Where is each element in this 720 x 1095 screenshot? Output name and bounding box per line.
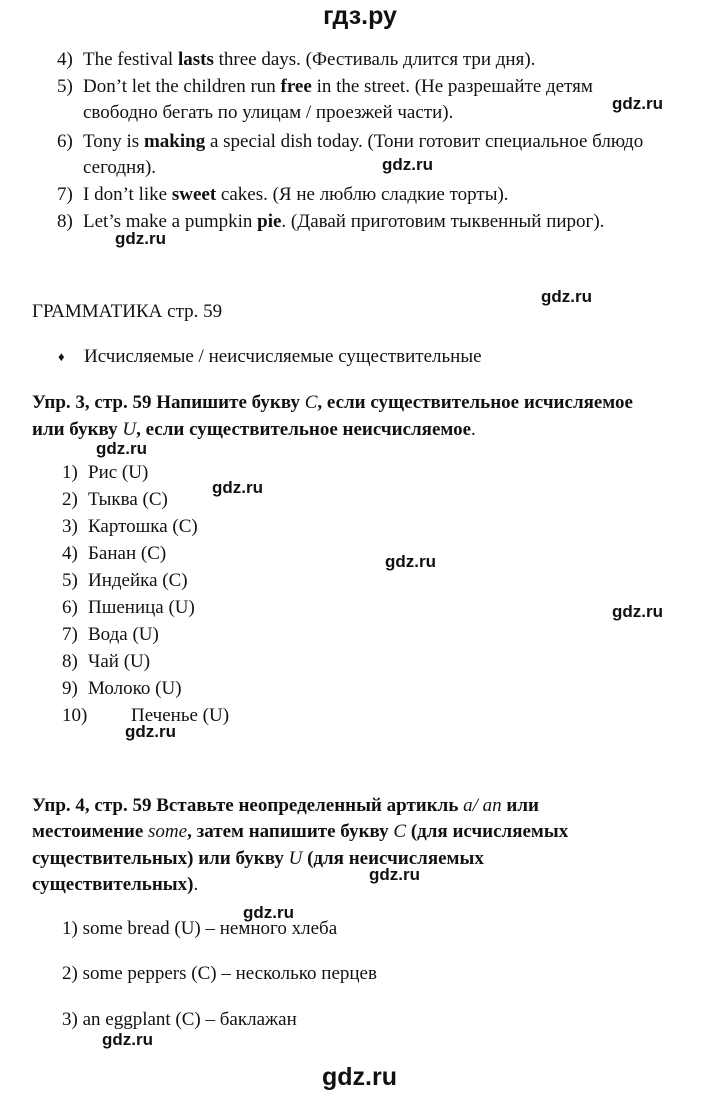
- grammar-bullet-item: ♦ Исчисляемые / неисчисляемые существительные: [58, 344, 482, 370]
- sentence-5: 5) Don’t let the children run free in the street. (Не разрешайте детям: [57, 76, 593, 97]
- ex3-item-2: 2) Тыква (C): [62, 489, 168, 510]
- ex3-instruction-line1: Упр. 3, стр. 59 Напишите букву C, если существительное исчисляемое: [32, 392, 633, 413]
- sentence-8: 8) Let’s make a pumpkin pie. (Давай приготовим тыквенный пирог).: [57, 211, 605, 232]
- ex4-instruction-line2: местоимение some, затем напишите букву C (для исчисляемых: [32, 821, 569, 842]
- diamond-bullet-icon: ♦: [58, 349, 65, 364]
- watermark: gdz.ru: [243, 903, 294, 922]
- ex3-item-6: 6) Пшеница (U): [62, 597, 195, 618]
- ex3-item-4: 4) Банан (C): [62, 543, 167, 564]
- watermark: gdz.ru: [612, 94, 663, 113]
- ex3-item-1: 1) Рис (U): [62, 462, 149, 483]
- ex4-instruction-line1: Упр. 4, стр. 59 Вставьте неопределенный артикль a/ an или: [32, 795, 539, 816]
- ex3-item-5: 5) Индейка (C): [62, 570, 188, 591]
- watermark: gdz.ru: [369, 865, 420, 884]
- watermark: gdz.ru: [102, 1030, 153, 1049]
- sentence-4: 4) The festival lasts three days. (Фестиваль длится три дня).: [57, 49, 536, 70]
- grammar-title: ГРАММАТИКА стр. 59: [32, 301, 223, 322]
- ex4-instruction-line3: существительных) или букву U (для неисчисляемых: [32, 848, 484, 869]
- ex4-item-2: 2) some peppers (C) – несколько перцев: [62, 963, 377, 984]
- ex3-item-9: 9) Молоко (U): [62, 678, 182, 699]
- sentence-7: 7) I don’t like sweet cakes. (Я не люблю сладкие торты).: [57, 184, 509, 205]
- ex3-item-7: 7) Вода (U): [62, 624, 159, 645]
- sentence-6-cont: сегодня).: [83, 157, 157, 178]
- sentence-5-cont: свободно бегать по улицам / проезжей части).: [83, 102, 454, 123]
- ex3-item-8: 8) Чай (U): [62, 651, 151, 672]
- footer-watermark: gdz.ru: [322, 1063, 397, 1091]
- watermark: gdz.ru: [115, 229, 166, 248]
- ex3-item-10: 10) Печенье (U): [62, 705, 230, 726]
- watermark: gdz.ru: [125, 722, 176, 741]
- watermark: gdz.ru: [612, 602, 663, 621]
- watermark: gdz.ru: [212, 478, 263, 497]
- ex3-instruction-line2: или букву U, если существительное неисчисляемое.: [32, 419, 476, 440]
- ex4-item-1: 1) some bread (U) – немного хлеба: [62, 918, 338, 939]
- watermark: gdz.ru: [541, 287, 592, 306]
- ex4-item-3: 3) an eggplant (C) – баклажан: [62, 1009, 297, 1030]
- ex4-instruction-line4: существительных).: [32, 874, 199, 895]
- sentence-6: 6) Tony is making a special dish today. (Тони готовит специальное блюдо: [57, 131, 644, 152]
- site-header: гдз.ру: [323, 2, 397, 30]
- watermark: gdz.ru: [385, 552, 436, 571]
- ex3-item-3: 3) Картошка (C): [62, 516, 198, 537]
- watermark: gdz.ru: [382, 155, 433, 174]
- watermark: gdz.ru: [96, 439, 147, 458]
